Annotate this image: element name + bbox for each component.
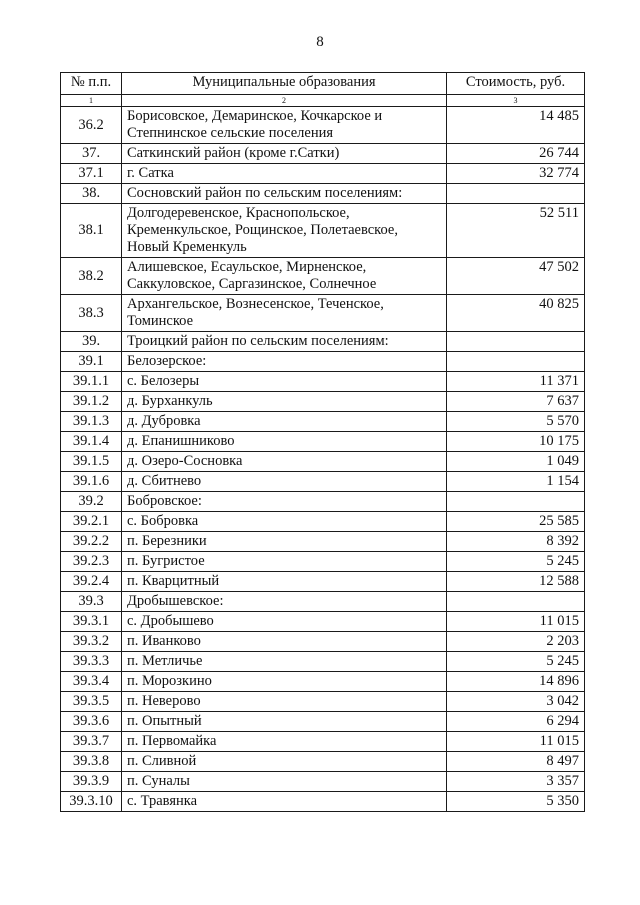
row-municipality: п. Метличье (122, 652, 447, 672)
table-row (61, 572, 585, 592)
row-number: 39.2.4 (61, 572, 122, 592)
row-number: 39.3.7 (61, 732, 122, 752)
row-cost: 5 570 (447, 412, 585, 432)
row-number: 39.2.3 (61, 552, 122, 572)
row-municipality: Бобровское: (122, 492, 447, 512)
row-number: 39.3.10 (61, 792, 122, 812)
row-cost: 52 511 (447, 204, 585, 258)
row-municipality: п. Первомайка (122, 732, 447, 752)
header-cost: Стоимость, руб. (447, 73, 585, 95)
row-municipality: д. Дубровка (122, 412, 447, 432)
row-cost: 26 744 (447, 144, 585, 164)
row-municipality: п. Березники (122, 532, 447, 552)
row-number: 39.3.8 (61, 752, 122, 772)
row-number: 39.1.5 (61, 452, 122, 472)
table-row (61, 412, 585, 432)
row-number: 38. (61, 184, 122, 204)
cost-table (60, 72, 585, 812)
table-row (61, 712, 585, 732)
row-number: 39.1.3 (61, 412, 122, 432)
row-cost: 8 497 (447, 752, 585, 772)
row-cost: 40 825 (447, 295, 585, 332)
table-row (61, 372, 585, 392)
header-number: № п.п. (61, 73, 122, 95)
row-municipality: Алишевское, Есаульское, Мирненское, Саккуловское, Саргазинское, Солнечное (122, 258, 447, 295)
row-municipality: Дробышевское: (122, 592, 447, 612)
table-row (61, 258, 585, 295)
header-municipality: Муниципальные образования (122, 73, 447, 95)
row-municipality: Долгодеревенское, Краснопольское, Кременкульское, Рощинское, Полетаевское, Новый Кременкуль (122, 204, 447, 258)
row-municipality: с. Бобровка (122, 512, 447, 532)
row-number: 39.1.1 (61, 372, 122, 392)
row-cost: 10 175 (447, 432, 585, 452)
row-cost: 32 774 (447, 164, 585, 184)
row-municipality: Троицкий район по сельским поселениям: (122, 332, 447, 352)
row-number: 39.3.4 (61, 672, 122, 692)
row-cost: 1 049 (447, 452, 585, 472)
row-cost: 1 154 (447, 472, 585, 492)
row-cost: 11 015 (447, 612, 585, 632)
row-municipality: п. Сливной (122, 752, 447, 772)
row-cost: 7 637 (447, 392, 585, 412)
row-municipality: Саткинский район (кроме г.Сатки) (122, 144, 447, 164)
row-municipality: Белозерское: (122, 352, 447, 372)
row-municipality: г. Сатка (122, 164, 447, 184)
row-number: 38.2 (61, 258, 122, 295)
row-cost: 25 585 (447, 512, 585, 532)
row-number: 39.3.9 (61, 772, 122, 792)
row-number: 39.1.4 (61, 432, 122, 452)
row-number: 39.3.3 (61, 652, 122, 672)
table-row (61, 184, 585, 204)
table-row (61, 492, 585, 512)
table-row (61, 752, 585, 772)
row-number: 36.2 (61, 107, 122, 144)
row-number: 37.1 (61, 164, 122, 184)
table-row (61, 732, 585, 752)
table-row (61, 532, 585, 552)
row-cost: 11 015 (447, 732, 585, 752)
row-municipality: с. Дробышево (122, 612, 447, 632)
table-row (61, 652, 585, 672)
table-row (61, 592, 585, 612)
table-row (61, 452, 585, 472)
row-municipality: п. Кварцитный (122, 572, 447, 592)
table-row (61, 432, 585, 452)
table-row (61, 472, 585, 492)
row-cost (447, 332, 585, 352)
row-municipality: д. Озеро-Сосновка (122, 452, 447, 472)
row-municipality: д. Сбитнево (122, 472, 447, 492)
row-number: 38.3 (61, 295, 122, 332)
row-municipality: д. Бурханкуль (122, 392, 447, 412)
row-cost (447, 492, 585, 512)
row-number: 39.3.6 (61, 712, 122, 732)
table-row (61, 552, 585, 572)
row-cost: 6 294 (447, 712, 585, 732)
column-index: 2 (122, 95, 447, 107)
row-cost (447, 592, 585, 612)
table-row (61, 144, 585, 164)
row-cost: 47 502 (447, 258, 585, 295)
table-row (61, 512, 585, 532)
table-row (61, 792, 585, 812)
row-cost (447, 352, 585, 372)
row-number: 39.2 (61, 492, 122, 512)
row-municipality: Архангельское, Вознесенское, Теченское, Томинское (122, 295, 447, 332)
row-municipality: д. Епанишниково (122, 432, 447, 452)
row-number: 39. (61, 332, 122, 352)
row-municipality: с. Белозеры (122, 372, 447, 392)
row-cost: 5 245 (447, 652, 585, 672)
table-row (61, 632, 585, 652)
row-cost: 12 588 (447, 572, 585, 592)
row-number: 39.3.2 (61, 632, 122, 652)
row-cost: 5 350 (447, 792, 585, 812)
table-row (61, 295, 585, 332)
column-index-row (61, 95, 585, 107)
row-number: 37. (61, 144, 122, 164)
row-cost: 11 371 (447, 372, 585, 392)
row-municipality: п. Суналы (122, 772, 447, 792)
table-body (61, 107, 585, 812)
table-row (61, 107, 585, 144)
row-municipality: Борисовское, Демаринское, Кочкарское и Степнинское сельские поселения (122, 107, 447, 144)
row-number: 39.1.2 (61, 392, 122, 412)
column-index: 3 (447, 95, 585, 107)
row-municipality: п. Иванково (122, 632, 447, 652)
table-row (61, 332, 585, 352)
row-number: 39.1.6 (61, 472, 122, 492)
row-number: 38.1 (61, 204, 122, 258)
row-cost: 14 896 (447, 672, 585, 692)
table-row (61, 772, 585, 792)
table-row (61, 672, 585, 692)
row-cost: 5 245 (447, 552, 585, 572)
row-number: 39.3.5 (61, 692, 122, 712)
column-index: 1 (61, 95, 122, 107)
table-header-row (61, 73, 585, 95)
row-number: 39.2.1 (61, 512, 122, 532)
table-row (61, 164, 585, 184)
row-cost: 14 485 (447, 107, 585, 144)
row-number: 39.3 (61, 592, 122, 612)
table-row (61, 692, 585, 712)
row-municipality: с. Травянка (122, 792, 447, 812)
row-municipality: п. Опытный (122, 712, 447, 732)
row-municipality: п. Морозкино (122, 672, 447, 692)
row-cost (447, 184, 585, 204)
row-municipality: п. Бугристое (122, 552, 447, 572)
row-number: 39.1 (61, 352, 122, 372)
row-cost: 3 357 (447, 772, 585, 792)
row-municipality: Сосновский район по сельским поселениям: (122, 184, 447, 204)
row-cost: 3 042 (447, 692, 585, 712)
table-row (61, 204, 585, 258)
row-cost: 8 392 (447, 532, 585, 552)
table-row (61, 352, 585, 372)
row-cost: 2 203 (447, 632, 585, 652)
table-row (61, 392, 585, 412)
table-row (61, 612, 585, 632)
row-municipality: п. Неверово (122, 692, 447, 712)
row-number: 39.2.2 (61, 532, 122, 552)
page-number: 8 (316, 34, 324, 50)
row-number: 39.3.1 (61, 612, 122, 632)
